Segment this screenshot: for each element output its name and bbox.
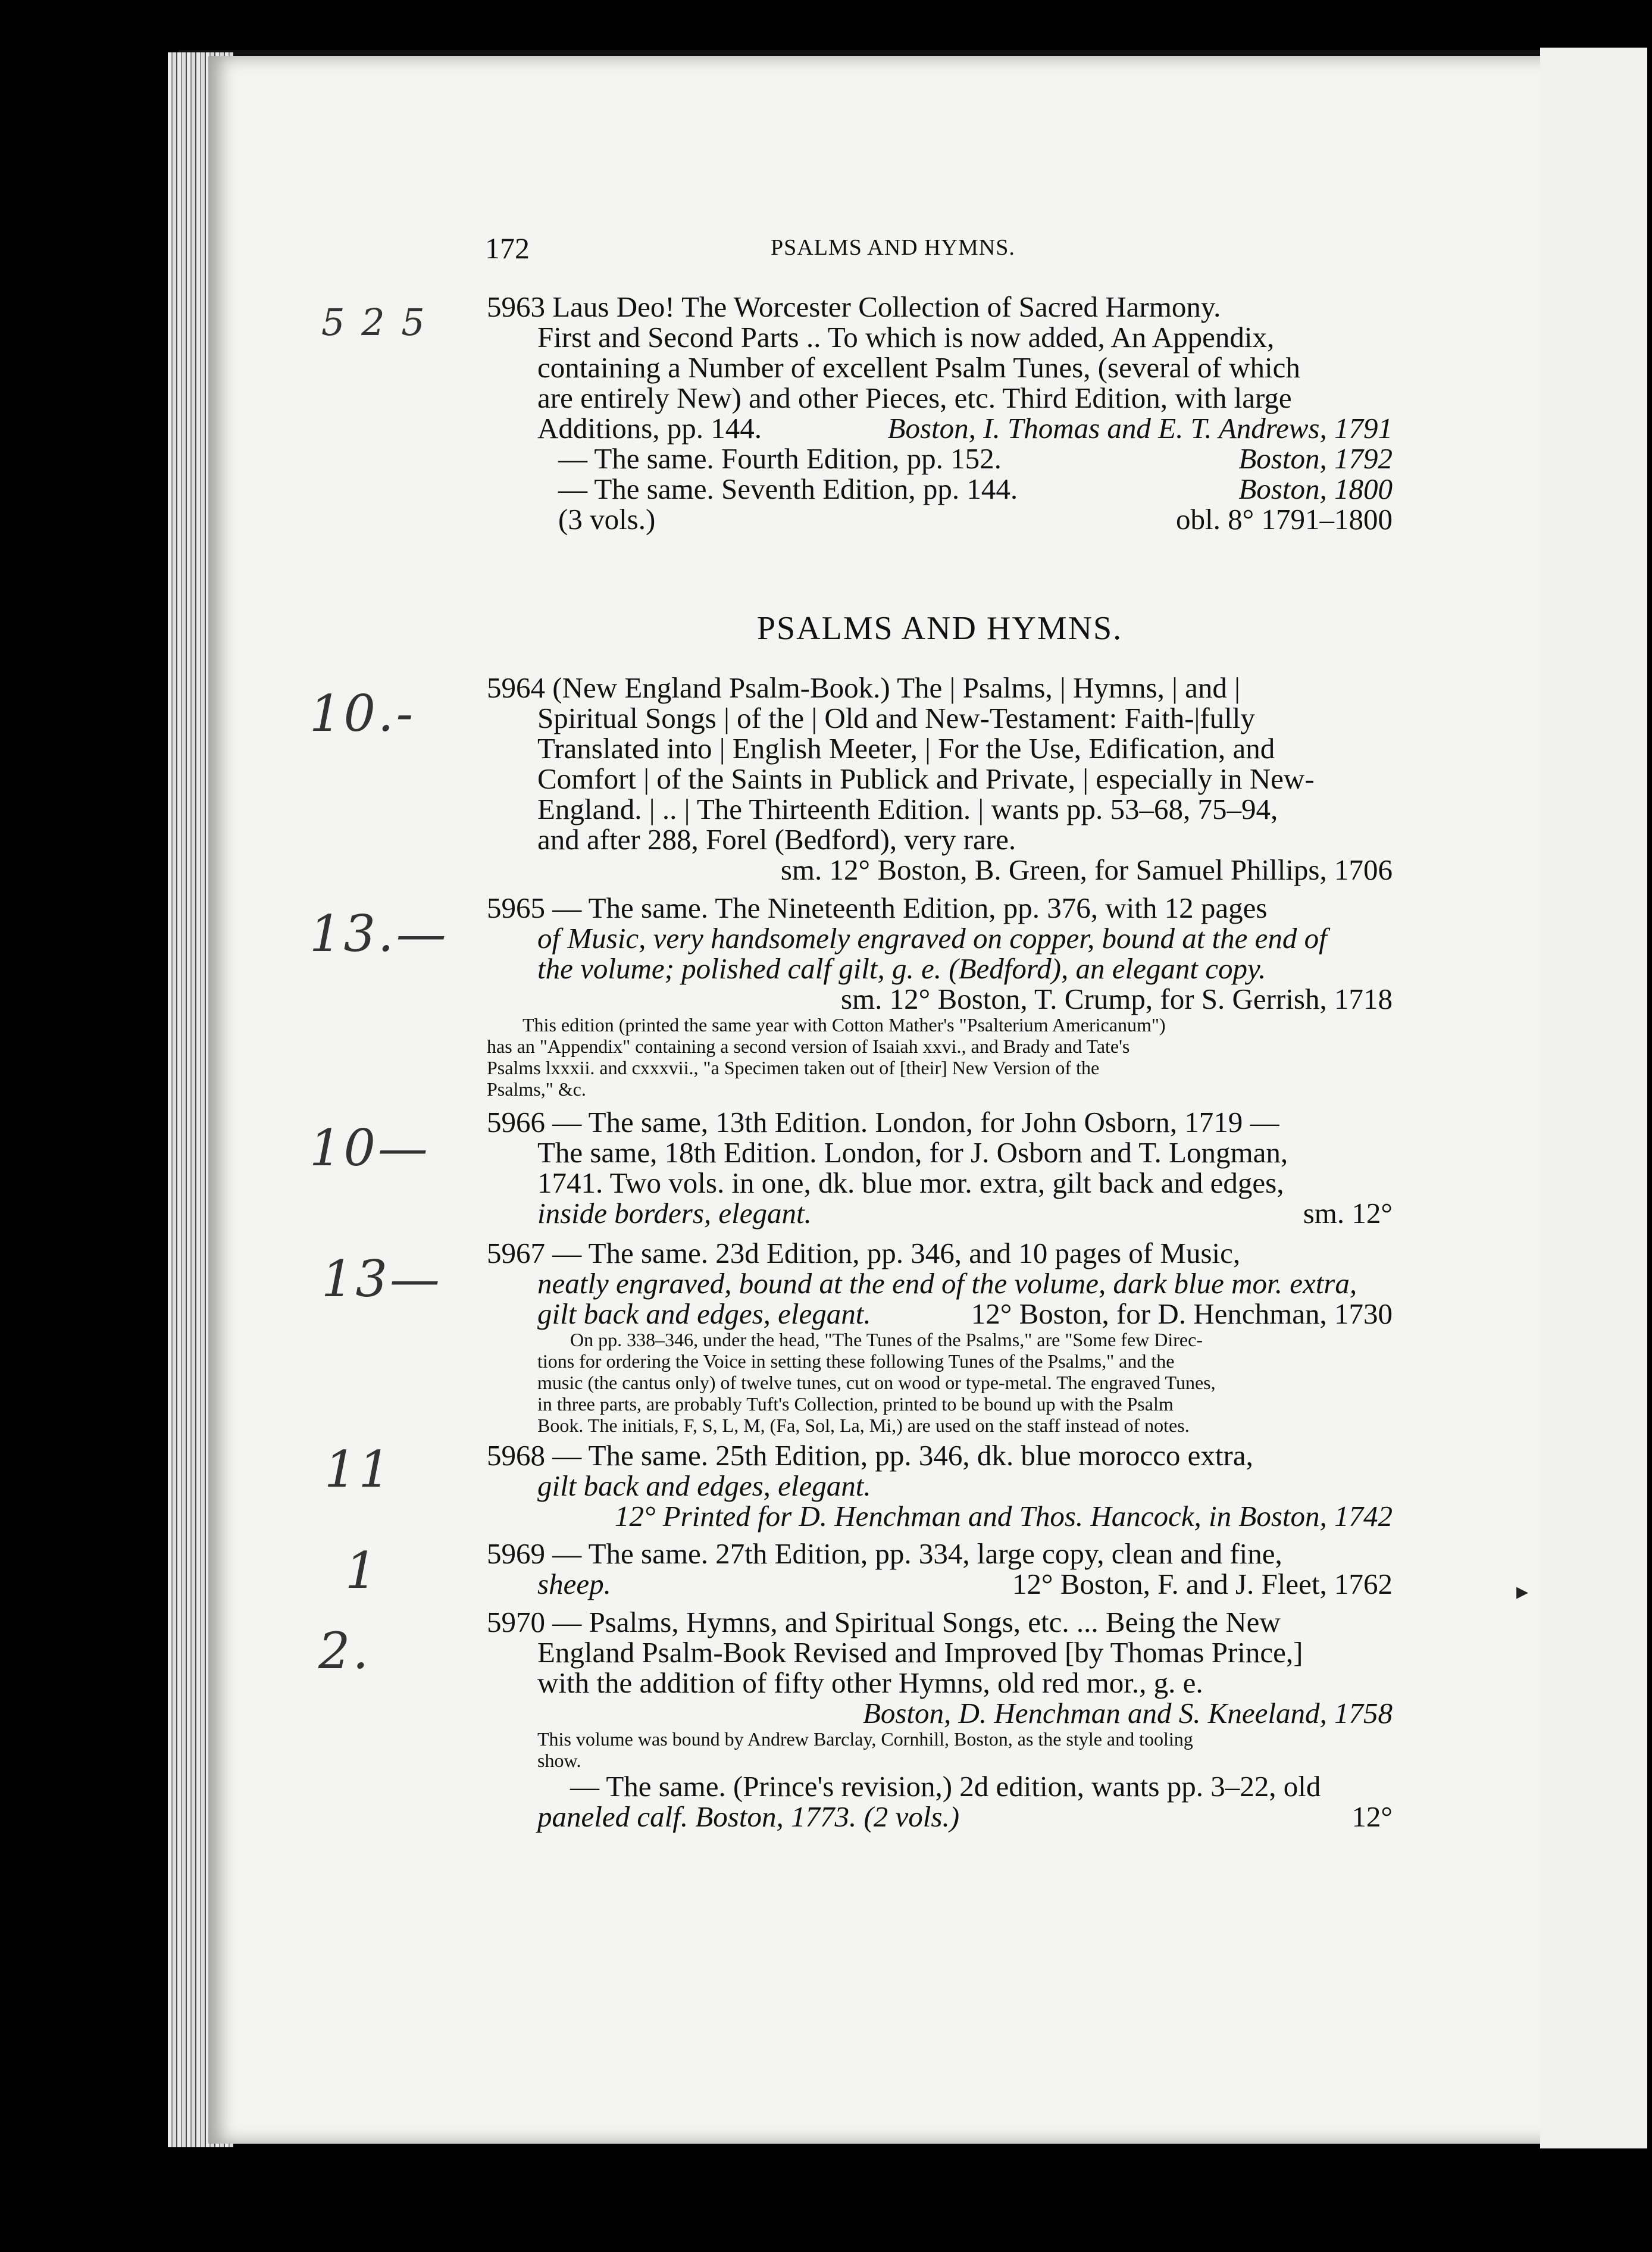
entry-5967 [487,1238,1393,1436]
entry-format: 12° [1351,1800,1393,1833]
entry-line: 5964 (New England Psalm-Book.) The | Psalms, | Hymns, | and | [487,671,1240,704]
note-line: show. [537,1750,581,1771]
entry-line: gilt back and edges, elegant. [537,1469,871,1502]
entry-imprint: Boston, I. Thomas and E. T. Andrews, 1791 [887,412,1393,445]
margin-note-5970: 2. [318,1622,371,1680]
entry-5968 [487,1440,1393,1531]
entry-line: 5967 — The same. 23d Edition, pp. 346, and 10 pages of Music, [487,1237,1241,1269]
note-line: This edition (printed the same year with Cotton Mather's "Psalterium Americanum") [522,1014,1166,1036]
entry-line: paneled calf. Boston, 1773. (2 vols.) [537,1800,960,1833]
entry-5963 [487,292,1393,534]
entry-line: England. | .. | The Thirteenth Edition. | wants pp. 53–68, 75–94, [537,793,1278,825]
running-head: PSALMS AND HYMNS. [771,235,1015,260]
entry-line: 5966 — The same, 13th Edition. London, for John Osborn, 1719 — [487,1106,1279,1138]
margin-note-5967: 13— [321,1250,442,1308]
facing-page-edge [1540,48,1647,2148]
note-line: This volume was bound by Andrew Barclay, Cornhill, Boston, as the style and tooling [537,1728,1193,1750]
entry-5970 [487,1607,1393,1832]
entry-5964 [487,673,1393,885]
page-number: 172 [485,232,530,265]
note-line: On pp. 338–346, under the head, "The Tunes of the Psalms," are "Some few Direc- [570,1329,1203,1350]
note-line: music (the cantus only) of twelve tunes, cut on wood or type-metal. The engraved Tunes, [537,1372,1216,1393]
entry-note [487,1014,1393,1100]
note-line: Psalms lxxxii. and cxxxvii., "a Specimen taken out of [their] New Version of the [487,1057,1100,1078]
entry-imprint: sm. 12° Boston, T. Crump, for S. Gerrish, 1718 [840,983,1393,1015]
entry-format: sm. 12° [1303,1197,1393,1230]
entry-line: inside borders, elegant. [537,1197,812,1230]
note-line: in three parts, are probably Tuft's Collection, printed to be bound up with the Psalm [537,1393,1174,1415]
entry-line: — The same. Seventh Edition, pp. 144. [558,473,1018,505]
entry-imprint: Boston, 1800 [1238,473,1393,505]
entry-line: neatly engraved, bound at the end of the volume, dark blue mor. extra, [537,1267,1357,1300]
entry-line: The same, 18th Edition. London, for J. Osborn and T. Longman, [537,1136,1288,1169]
entry-line: (3 vols.) [558,503,656,536]
margin-note-5969: 1 [345,1541,380,1600]
entry-line: with the addition of fifty other Hymns, old red mor., g. e. [537,1666,1203,1699]
entry-line: 5965 — The same. The Nineteenth Edition, pp. 376, with 12 pages [487,892,1268,924]
margin-note-5968: 11 [324,1440,393,1499]
entry-imprint: 12° Printed for D. Henchman and Thos. Hancock, in Boston, 1742 [614,1500,1393,1532]
entry-line: 1741. Two vols. in one, dk. blue mor. extra, gilt back and edges, [537,1166,1284,1199]
note-line: has an "Appendix" containing a second version of Isaiah xxvi., and Brady and Tate's [487,1036,1130,1057]
note-line: Book. The initials, F, S, L, M, (Fa, Sol, La, Mi,) are used on the staff instead of notes. [537,1415,1190,1436]
page-header [485,231,1396,267]
entry-line: are entirely New) and other Pieces, etc. Third Edition, with large [537,381,1292,414]
entry-line: 5963 Laus Deo! The Worcester Collection of Sacred Harmony. [487,290,1221,323]
entry-line: of Music, very handsomely engraved on copper, bound at the end of [537,922,1327,955]
edge-arrow-mark: ▸ [1516,1578,1529,1604]
entry-note [487,1728,1393,1771]
entry-line: — The same. (Prince's revision,) 2d edition, wants pp. 3–22, old [570,1770,1321,1803]
entry-5966 [487,1107,1393,1228]
entry-imprint: 12° Boston, for D. Henchman, 1730 [971,1297,1393,1330]
entry-line: Translated into | English Meeter, | For the Use, Edification, and [537,732,1275,765]
margin-note-5963: 5 2 5 [321,301,427,344]
entry-5965 [487,893,1393,1100]
entry-imprint: Boston, D. Henchman and S. Kneeland, 1758 [862,1697,1393,1729]
entry-line: — The same. Fourth Edition, pp. 152. [558,442,1002,475]
entry-line: the volume; polished calf gilt, g. e. (Bedford), an elegant copy. [537,952,1266,985]
entry-line: Spiritual Songs | of the | Old and New-Testament: Faith-|fully [537,702,1255,734]
entry-line: gilt back and edges, elegant. [537,1297,871,1330]
entry-imprint: 12° Boston, F. and J. Fleet, 1762 [1012,1568,1393,1600]
entry-imprint: Boston, 1792 [1238,442,1393,475]
margin-note-5966: 10— [309,1119,430,1177]
entry-note [487,1329,1393,1436]
note-line: tions for ordering the Voice in setting these following Tunes of the Psalms," and the [537,1350,1175,1372]
entry-line: containing a Number of excellent Psalm Tunes, (several of which [537,351,1300,384]
entry-line: Additions, pp. 144. [537,412,762,445]
margin-note-5965: 13.— [309,905,449,963]
entry-line: and after 288, Forel (Bedford), very rare. [537,823,1016,856]
entry-imprint: sm. 12° Boston, B. Green, for Samuel Phillips, 1706 [780,853,1393,886]
entry-line: sheep. [537,1568,611,1600]
entry-line: 5969 — The same. 27th Edition, pp. 334, large copy, clean and fine, [487,1537,1282,1570]
margin-note-5964: 10.- [309,684,415,743]
note-line: Psalms," &c. [487,1078,586,1100]
entry-line: Comfort | of the Saints in Publick and Private, | especially in New- [537,762,1315,795]
entry-line: 5970 — Psalms, Hymns, and Spiritual Songs, etc. ... Being the New [487,1606,1281,1638]
entry-line: England Psalm-Book Revised and Improved [by Thomas Prince,] [537,1636,1303,1669]
entry-line: 5968 — The same. 25th Edition, pp. 346, dk. blue morocco extra, [487,1439,1253,1472]
section-title: PSALMS AND HYMNS. [756,610,1123,647]
entry-format: obl. 8° 1791–1800 [1176,503,1393,536]
entry-5969 [487,1538,1393,1599]
entry-line: First and Second Parts .. To which is now added, An Appendix, [537,321,1275,354]
